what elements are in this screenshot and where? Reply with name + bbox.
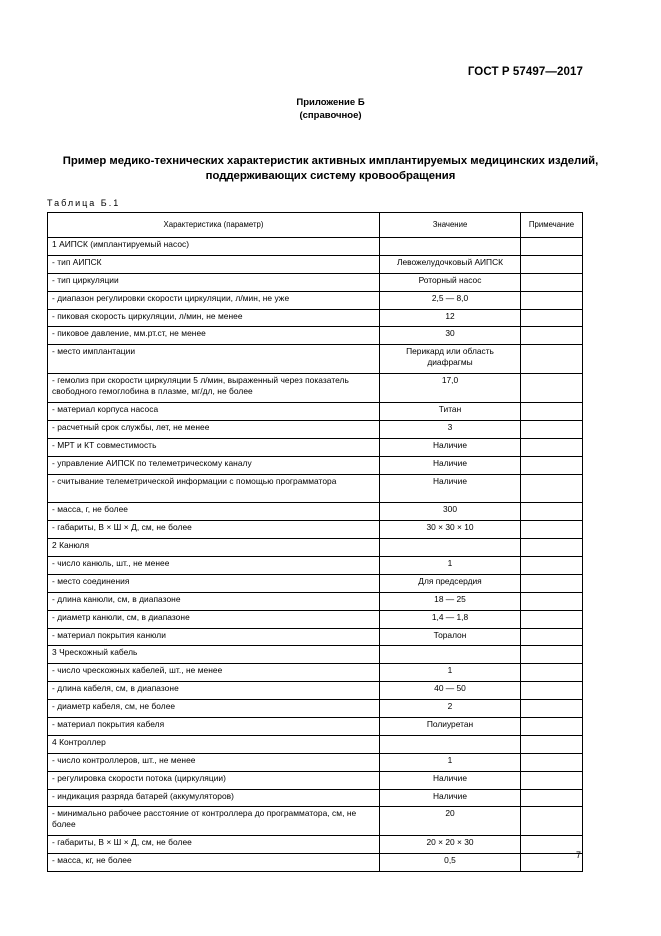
parameter-cell: - МРТ и КТ совместимость (48, 438, 380, 456)
parameter-cell: - пиковая скорость циркуляции, л/мин, не менее (48, 309, 380, 327)
parameter-cell: - диаметр кабеля, см, не более (48, 700, 380, 718)
table-row (48, 682, 583, 700)
table-row (48, 291, 583, 309)
table-caption: Таблица Б.1 (47, 198, 121, 208)
parameter-cell: 1 АИПСК (имплантируемый насос) (48, 238, 380, 256)
parameter-cell: - место соединения (48, 574, 380, 592)
note-cell (521, 503, 583, 521)
spec-table (47, 212, 583, 872)
value-cell: 1 (380, 556, 521, 574)
table-row (48, 556, 583, 574)
table-row (48, 628, 583, 646)
value-cell: 30 (380, 327, 521, 345)
table-row (48, 238, 583, 256)
column-header-note: Примечание (521, 213, 583, 238)
table-row (48, 521, 583, 539)
note-cell (521, 255, 583, 273)
value-cell: 0,5 (380, 854, 521, 872)
annex-title (0, 96, 661, 122)
value-cell: 1 (380, 753, 521, 771)
document-code: ГОСТ Р 57497—2017 (467, 66, 583, 78)
value-cell (380, 735, 521, 753)
parameter-cell: - тип АИПСК (48, 255, 380, 273)
value-cell (380, 646, 521, 664)
parameter-cell: - гемолиз при скорости циркуляции 5 л/мин, выраженный через показатель свободного гемоглобина в плазме, мг/дл, не более (48, 374, 380, 403)
value-cell: 1,4 — 1,8 (380, 610, 521, 628)
parameter-cell: - минимально рабочее расстояние от контроллера до программатора, см, не более (48, 807, 380, 836)
note-cell (521, 753, 583, 771)
value-cell: 30 × 30 × 10 (380, 521, 521, 539)
value-cell: 2 (380, 700, 521, 718)
table-row (48, 789, 583, 807)
value-cell: 300 (380, 503, 521, 521)
note-cell (521, 836, 583, 854)
table-row (48, 753, 583, 771)
parameter-cell: - диаметр канюли, см, в диапазоне (48, 610, 380, 628)
parameter-cell: - число канюль, шт., не менее (48, 556, 380, 574)
parameter-cell: 4 Контроллер (48, 735, 380, 753)
note-cell (521, 474, 583, 503)
note-cell (521, 327, 583, 345)
parameter-cell: - тип циркуляции (48, 273, 380, 291)
table-row (48, 420, 583, 438)
note-cell (521, 646, 583, 664)
table-row (48, 327, 583, 345)
value-cell: Наличие (380, 789, 521, 807)
parameter-cell: - габариты, В × Ш × Д, см, не более (48, 836, 380, 854)
note-cell (521, 374, 583, 403)
note-cell (521, 854, 583, 872)
note-cell (521, 592, 583, 610)
parameter-cell: - регулировка скорости потока (циркуляции) (48, 771, 380, 789)
table-row (48, 345, 583, 374)
note-cell (521, 628, 583, 646)
value-cell: Перикард или область диафрагмы (380, 345, 521, 374)
note-cell (521, 238, 583, 256)
value-cell: 20 × 20 × 30 (380, 836, 521, 854)
note-cell (521, 700, 583, 718)
note-cell (521, 682, 583, 700)
table-row (48, 854, 583, 872)
value-cell: 3 (380, 420, 521, 438)
table-row (48, 309, 583, 327)
parameter-cell: - материал покрытия кабеля (48, 717, 380, 735)
table-row (48, 807, 583, 836)
value-cell: Полиуретан (380, 717, 521, 735)
table-row (48, 456, 583, 474)
parameter-cell: 2 Канюля (48, 539, 380, 557)
table-body (48, 238, 583, 872)
parameter-cell: - материал покрытия канюли (48, 628, 380, 646)
table-row (48, 664, 583, 682)
document-heading (40, 154, 621, 184)
parameter-cell: - число чрескожных кабелей, шт., не менее (48, 664, 380, 682)
table-row (48, 438, 583, 456)
value-cell: 20 (380, 807, 521, 836)
value-cell: Наличие (380, 438, 521, 456)
value-cell: Наличие (380, 771, 521, 789)
value-cell: 12 (380, 309, 521, 327)
value-cell: Наличие (380, 456, 521, 474)
value-cell: 18 — 25 (380, 592, 521, 610)
table-row (48, 374, 583, 403)
value-cell: 2,5 — 8,0 (380, 291, 521, 309)
table-row (48, 273, 583, 291)
table-row (48, 700, 583, 718)
column-header-value: Значение (380, 213, 521, 238)
parameter-cell: - индикация разряда батарей (аккумуляторов) (48, 789, 380, 807)
table-header-row (48, 213, 583, 238)
parameter-cell: - диапазон регулировки скорости циркуляции, л/мин, не уже (48, 291, 380, 309)
heading-line-2: поддерживающих систему кровообращения (205, 170, 456, 182)
table-row (48, 610, 583, 628)
value-cell: 40 — 50 (380, 682, 521, 700)
parameter-cell: - расчетный срок службы, лет, не менее (48, 420, 380, 438)
note-cell (521, 539, 583, 557)
note-cell (521, 807, 583, 836)
note-cell (521, 735, 583, 753)
value-cell: 17,0 (380, 374, 521, 403)
heading-line-1: Пример медико-технических характеристик активных имплантируемых медицинских изделий, (62, 155, 599, 167)
value-cell: Титан (380, 402, 521, 420)
table-row (48, 836, 583, 854)
parameter-cell: - масса, г, не более (48, 503, 380, 521)
table-row (48, 474, 583, 503)
parameter-cell: - длина канюли, см, в диапазоне (48, 592, 380, 610)
value-cell (380, 238, 521, 256)
table-row (48, 717, 583, 735)
parameter-cell: - масса, кг, не более (48, 854, 380, 872)
table-row (48, 592, 583, 610)
note-cell (521, 456, 583, 474)
table-row (48, 646, 583, 664)
note-cell (521, 309, 583, 327)
note-cell (521, 291, 583, 309)
parameter-cell: - материал корпуса насоса (48, 402, 380, 420)
value-cell: Роторный насос (380, 273, 521, 291)
parameter-cell: - габариты, В × Ш × Д, см, не более (48, 521, 380, 539)
page-number: 7 (575, 850, 581, 860)
note-cell (521, 345, 583, 374)
value-cell (380, 539, 521, 557)
table-row (48, 503, 583, 521)
table-row (48, 735, 583, 753)
annex-subtitle: (справочное) (299, 110, 362, 121)
value-cell: Торалон (380, 628, 521, 646)
table-row (48, 771, 583, 789)
note-cell (521, 664, 583, 682)
note-cell (521, 771, 583, 789)
parameter-cell: - считывание телеметрической информации с помощью программатора (48, 474, 380, 503)
value-cell: Левожелудочковый АИПСК (380, 255, 521, 273)
note-cell (521, 556, 583, 574)
table-row (48, 539, 583, 557)
note-cell (521, 438, 583, 456)
table-row (48, 255, 583, 273)
note-cell (521, 610, 583, 628)
annex-label: Приложение Б (296, 97, 365, 108)
value-cell: 1 (380, 664, 521, 682)
note-cell (521, 420, 583, 438)
parameter-cell: - число контроллеров, шт., не менее (48, 753, 380, 771)
note-cell (521, 273, 583, 291)
note-cell (521, 789, 583, 807)
value-cell: Для предсердия (380, 574, 521, 592)
note-cell (521, 521, 583, 539)
parameter-cell: - управление АИПСК по телеметрическому каналу (48, 456, 380, 474)
parameter-cell: - пиковое давление, мм.рт.ст, не менее (48, 327, 380, 345)
note-cell (521, 717, 583, 735)
column-header-parameter: Характеристика (параметр) (48, 213, 380, 238)
parameter-cell: - место имплантации (48, 345, 380, 374)
note-cell (521, 574, 583, 592)
parameter-cell: - длина кабеля, см, в диапазоне (48, 682, 380, 700)
parameter-cell: 3 Чрескожный кабель (48, 646, 380, 664)
value-cell: Наличие (380, 474, 521, 503)
note-cell (521, 402, 583, 420)
table-row (48, 402, 583, 420)
table-row (48, 574, 583, 592)
